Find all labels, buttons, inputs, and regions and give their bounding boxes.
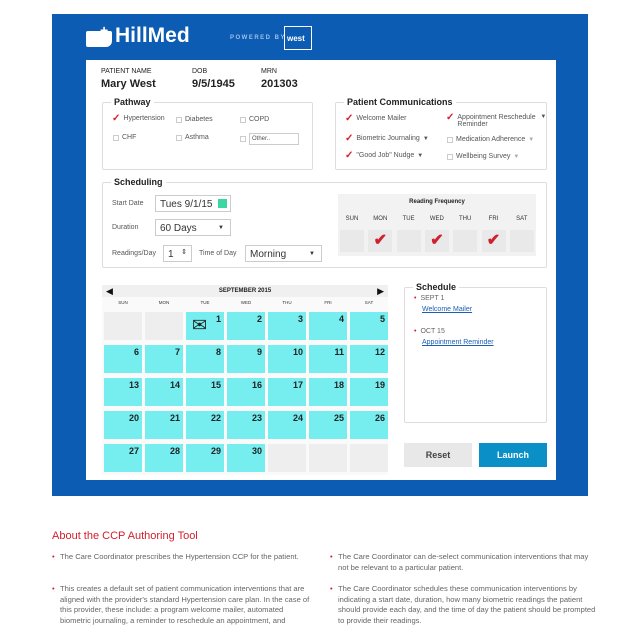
day-number: 21 <box>169 413 180 423</box>
checkmark-icon: ✓ <box>345 150 354 161</box>
comm-good-job-nudge[interactable] <box>345 152 423 159</box>
mrn-value: 201303 <box>261 78 298 90</box>
checkmark-icon: ✓ <box>345 113 354 124</box>
dropdown-icon[interactable]: ▼ <box>422 135 429 142</box>
pathway-diabetes[interactable] <box>176 116 213 123</box>
day-toggle-tue[interactable] <box>397 230 421 252</box>
calendar-day[interactable] <box>104 345 142 373</box>
scheduling-title: Scheduling <box>114 177 163 187</box>
calendar-header <box>102 285 388 297</box>
checkmark-icon: ✓ <box>345 133 354 144</box>
pathway-chf[interactable] <box>113 134 136 141</box>
duration-select[interactable] <box>155 219 231 236</box>
time-of-day-value: Morning <box>250 249 287 260</box>
option-label: "Good Job" Nudge <box>356 152 415 159</box>
checkmark-icon: ✓ <box>446 112 455 123</box>
dropdown-icon[interactable]: ▼ <box>528 136 535 143</box>
calendar-weekday: FRI <box>324 300 332 305</box>
schedule-link-welcome-mailer[interactable]: Welcome Mailer <box>422 306 473 313</box>
day-number: 6 <box>133 347 139 357</box>
day-number: 27 <box>128 446 139 456</box>
calendar-day[interactable] <box>268 312 306 340</box>
calendar-day[interactable] <box>309 345 347 373</box>
calendar-day[interactable] <box>350 312 388 340</box>
calendar-day[interactable] <box>350 411 388 439</box>
dropdown-icon: ▼ <box>218 225 224 231</box>
day-number: 10 <box>292 347 303 357</box>
calendar-empty-cell <box>104 312 142 340</box>
calendar-day[interactable] <box>104 411 142 439</box>
calendar-day[interactable] <box>227 345 265 373</box>
day-number: 30 <box>251 446 262 456</box>
calendar-day[interactable] <box>104 444 142 472</box>
communications-title: Patient Communications <box>347 97 453 107</box>
option-label: Appointment Reschedule Reminder <box>457 114 536 128</box>
launch-button[interactable]: Launch <box>479 443 547 467</box>
patient-name-label: PATIENT NAME <box>101 68 152 75</box>
calendar-day[interactable] <box>145 345 183 373</box>
calendar-empty-cell <box>309 444 347 472</box>
start-date-input[interactable] <box>155 195 231 212</box>
calendar-day[interactable] <box>186 444 224 472</box>
comm-appointment-reminder[interactable] <box>446 114 546 128</box>
calendar-day[interactable] <box>268 345 306 373</box>
checkbox[interactable] <box>176 135 182 141</box>
day-number: 12 <box>374 347 385 357</box>
schedule-link-appointment-reminder[interactable]: Appointment Reminder <box>422 339 494 346</box>
calendar-weekday: MON <box>158 300 170 305</box>
option-label: Medication Adherence <box>456 136 526 143</box>
reading-frequency <box>338 194 536 256</box>
about-bullet: • This creates a default set of patient communication interventions that are aligned with the provider's standard Hypertension care plan. In the case of this provider, these include: a program welcome mailer, automated biometric journaling, a reminder to reschedule an appointment, and <box>52 584 314 626</box>
dropdown-icon[interactable]: ▼ <box>417 152 424 159</box>
about-bullet: • The Care Coordinator prescribes the Hypertension CCP for the patient. <box>52 552 314 563</box>
checkbox[interactable] <box>113 135 119 141</box>
day-number: 18 <box>333 380 344 390</box>
calendar-day[interactable] <box>350 378 388 406</box>
patient-name: Mary West <box>101 78 156 90</box>
readings-stepper[interactable] <box>163 245 192 262</box>
calendar-day[interactable] <box>268 411 306 439</box>
calendar-day[interactable] <box>350 345 388 373</box>
calendar-day[interactable] <box>227 411 265 439</box>
calendar-empty-cell <box>268 444 306 472</box>
day-toggle-fri[interactable] <box>482 230 506 252</box>
weekday-label: WED <box>429 216 444 222</box>
duration-value: 60 Days <box>160 223 197 234</box>
day-number: 26 <box>374 413 385 423</box>
checkbox[interactable] <box>447 154 453 160</box>
schedule-group <box>404 282 547 423</box>
duration-label: Duration <box>112 224 139 231</box>
calendar-day[interactable] <box>186 312 224 340</box>
option-label: Hypertension <box>123 115 165 122</box>
calendar-day[interactable] <box>186 378 224 406</box>
schedule-title: Schedule <box>416 282 457 292</box>
prev-month-icon[interactable]: ◀ <box>106 286 113 296</box>
day-number: 15 <box>210 380 221 390</box>
day-number: 22 <box>210 413 221 423</box>
weekday-label: MON <box>373 216 388 222</box>
day-toggle-sat[interactable] <box>510 230 534 252</box>
other-input[interactable]: Other.. <box>249 133 299 145</box>
next-month-icon[interactable]: ▶ <box>377 286 384 296</box>
about-bullet: • The Care Coordinator can de-select communication interventions that may not be relevant to a particular patient. <box>330 552 600 573</box>
weekday-label: TUE <box>402 216 415 222</box>
comm-welcome-mailer[interactable] <box>345 115 406 122</box>
calendar-day[interactable] <box>186 411 224 439</box>
day-number: 11 <box>334 347 344 357</box>
day-number: 24 <box>292 413 303 423</box>
checkbox[interactable] <box>240 117 246 123</box>
reset-button[interactable]: Reset <box>404 443 472 467</box>
readings-label: Readings/Day <box>112 250 156 257</box>
calendar-weekday: THU <box>282 300 292 305</box>
day-number: 2 <box>256 314 262 324</box>
checkmark-icon: ✔ <box>373 232 387 249</box>
calendar-day[interactable] <box>227 378 265 406</box>
calendar-day[interactable] <box>145 411 183 439</box>
calendar-weekday: WED <box>240 300 252 305</box>
calendar-weekday: SUN <box>118 300 128 305</box>
day-number: 20 <box>128 413 139 423</box>
date-text: SEPT 1 <box>420 295 445 302</box>
day-number: 28 <box>169 446 180 456</box>
start-date-value: Tues 9/1/15 <box>160 199 213 210</box>
day-toggle-thu[interactable] <box>453 230 477 252</box>
dob-label: DOB <box>192 68 208 75</box>
day-number: 7 <box>174 347 180 357</box>
dropdown-icon[interactable]: ▼ <box>540 114 547 120</box>
pathway-asthma[interactable] <box>176 134 209 141</box>
calendar-icon[interactable] <box>218 199 227 208</box>
comm-biometric-journaling[interactable] <box>345 135 429 142</box>
reading-frequency-title: Reading Frequency <box>409 199 465 205</box>
calendar-day[interactable] <box>309 411 347 439</box>
day-number: 8 <box>215 347 221 357</box>
calendar-day[interactable] <box>104 378 142 406</box>
mrn-label: MRN <box>261 68 277 75</box>
bed-plus-icon: + <box>86 31 112 47</box>
calendar-day[interactable] <box>227 444 265 472</box>
time-of-day-select[interactable] <box>245 245 322 262</box>
dropdown-icon: ▼ <box>309 251 315 257</box>
calendar-day[interactable] <box>309 378 347 406</box>
day-number: 3 <box>297 314 303 324</box>
day-number: 25 <box>333 413 344 423</box>
about-title: About the CCP Authoring Tool <box>52 530 198 542</box>
day-number: 4 <box>338 314 344 324</box>
day-number: 14 <box>169 380 180 390</box>
about-bullet: • The Care Coordinator schedules these communication interventions by indicating a start date, duration, how many biometric readings the patient should provide each day, and the time of day the patient should be prompted to provide their readings. <box>330 584 600 626</box>
calendar-weekday: SAT <box>364 300 374 305</box>
option-label: Biometric Journaling <box>356 135 420 142</box>
calendar-day[interactable] <box>227 312 265 340</box>
schedule-date: • OCT 15 <box>414 328 445 335</box>
dropdown-icon[interactable]: ▼ <box>513 153 520 160</box>
day-number: 29 <box>210 446 221 456</box>
calendar-empty-cell <box>350 444 388 472</box>
time-of-day-label: Time of Day <box>199 250 237 257</box>
checkbox[interactable] <box>176 117 182 123</box>
checkmark-icon: ✔ <box>430 232 444 249</box>
pathway-title: Pathway <box>114 97 151 107</box>
calendar-weekday: TUE <box>200 300 210 305</box>
checkbox[interactable] <box>447 137 453 143</box>
west-logo: west <box>284 26 312 50</box>
day-number: 19 <box>374 380 385 390</box>
day-toggle-sun[interactable] <box>340 230 364 252</box>
option-label: COPD <box>249 116 270 123</box>
start-date-label: Start Date <box>112 200 144 207</box>
day-toggle-mon[interactable] <box>368 230 392 252</box>
date-text: OCT 15 <box>420 328 445 335</box>
pathway-hypertension[interactable] <box>112 115 165 122</box>
weekday-label: SAT <box>516 216 528 222</box>
brand-name: HillMed <box>115 24 190 47</box>
pathway-copd[interactable] <box>240 116 269 123</box>
comm-wellbeing-survey[interactable] <box>447 153 519 160</box>
weekday-label: THU <box>459 216 472 222</box>
checkmark-icon: ✓ <box>112 113 121 124</box>
weekday-label: SUN <box>345 216 359 222</box>
comm-medication-adherence[interactable] <box>447 136 534 143</box>
checkmark-icon: ✔ <box>486 232 501 249</box>
calendar <box>102 285 388 475</box>
day-number: 9 <box>256 347 262 357</box>
day-number: 1 <box>215 314 221 324</box>
option-label: Welcome Mailer <box>356 115 407 122</box>
calendar-empty-cell <box>145 312 183 340</box>
schedule-date: • SEPT 1 <box>414 295 445 302</box>
pathway-other[interactable] <box>240 133 299 145</box>
option-label: CHF <box>122 134 137 141</box>
powered-by: POWERED BY <box>230 35 287 41</box>
day-toggle-wed[interactable] <box>425 230 449 252</box>
calendar-day[interactable] <box>309 312 347 340</box>
hillmed-logo <box>86 24 190 48</box>
option-label: Diabetes <box>185 116 213 123</box>
mail-icon: ✉ <box>192 315 208 335</box>
readings-value: 1 <box>168 249 174 260</box>
calendar-day[interactable] <box>145 444 183 472</box>
calendar-day[interactable] <box>268 378 306 406</box>
day-number: 23 <box>251 413 262 423</box>
checkbox[interactable] <box>240 136 246 142</box>
calendar-day[interactable] <box>186 345 224 373</box>
day-number: 13 <box>128 380 139 390</box>
day-number: 5 <box>379 314 385 324</box>
stepper-icon[interactable]: ⇕ <box>181 249 187 256</box>
calendar-day[interactable] <box>145 378 183 406</box>
option-label: Asthma <box>185 134 209 141</box>
dob-value: 9/5/1945 <box>192 78 235 90</box>
calendar-month: SEPTEMBER 2015 <box>218 288 272 294</box>
day-number: 17 <box>292 380 303 390</box>
weekday-label: FRI <box>488 216 499 222</box>
day-number: 16 <box>251 380 262 390</box>
option-label: Wellbeing Survey <box>456 153 511 160</box>
